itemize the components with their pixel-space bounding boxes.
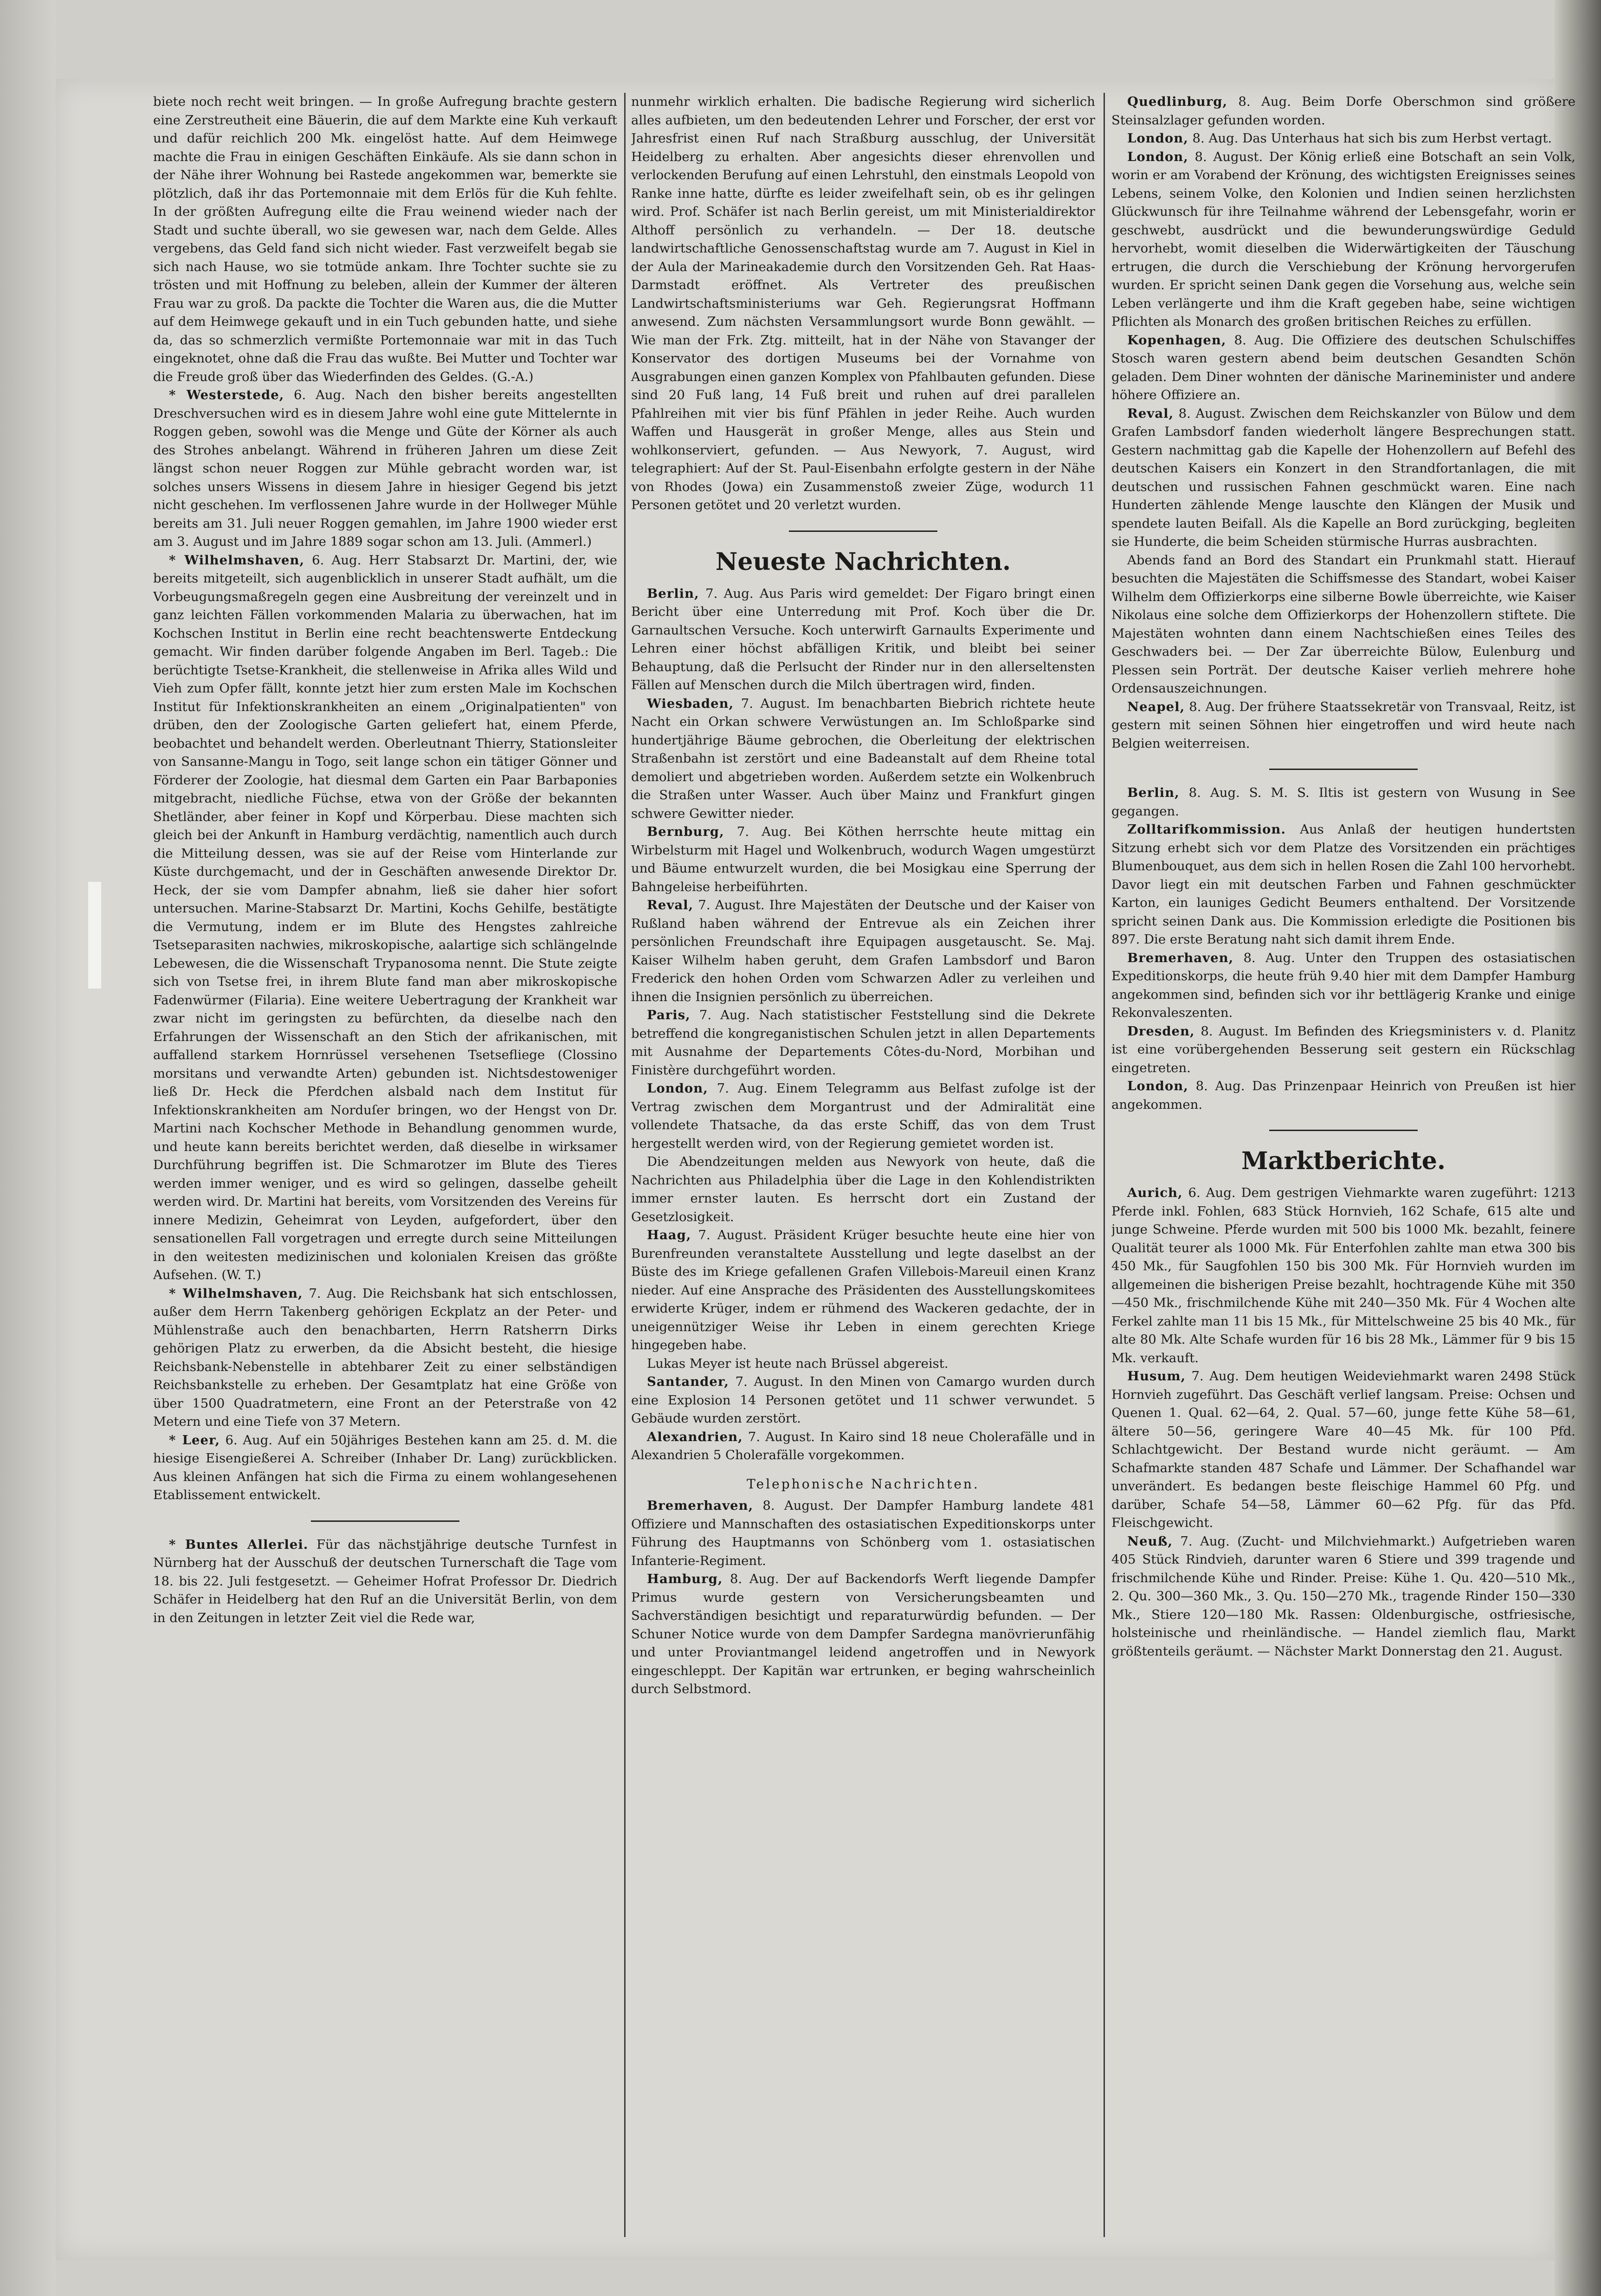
article-dateline: Berlin, (647, 586, 699, 601)
article-dateline: London, (1127, 1079, 1188, 1093)
article-dateline: * Leer, (169, 1432, 220, 1448)
article (1111, 148, 1575, 331)
article-text: 6. Aug. Auf ein 50jähriges Bestehen kann am 25. d. M. die hiesige Eisengießerei A. Schreiber (Inhaber Dr. Lang) zurückblicken. Aus kleinen Anfängen hat sich die Firma zu einem wohlangesehenen Etablissement entwickelt. (153, 1432, 617, 1502)
article (1111, 949, 1575, 1022)
article (1111, 821, 1575, 949)
article (1111, 1184, 1575, 1367)
article-dateline: Paris, (647, 1008, 691, 1022)
article (153, 1431, 617, 1505)
article (1111, 1022, 1575, 1078)
article (631, 1006, 1095, 1080)
article-text: 7. August. Präsident Krüger besuchte heute eine hier von Burenfreunden veranstaltete Ausstellung und legte daselbst an der Büste des im Kriege gefallenen Grafen Villebois-Mareuil einen Kranz nieder. Auf eine Ansprache des Präsidenten des Ausstellungskomitees erwiderte Krüger, indem er rühmend des Wackeren gedachte, der in uneigennütziger Weise ihr Leben in einem gerechten Kriege hingegeben habe. (631, 1228, 1095, 1352)
article-text: 7. Aug. Aus Paris wird gemeldet: Der Figaro bringt einen Bericht über eine Unterredung mit Prof. Koch über die Dr. Garnaultschen Versuche. Koch unterwirft Garnaults Experimente und Lehren einer höchst abfälligen Kritik, und bleibt bei seiner Behauptung, daß die Perlsucht der Rinder nur in den allerseltensten Fällen auf Menschen durch die Milch übertragen wird, finden. (631, 586, 1095, 692)
article-text: 7. Aug. Bei Köthen herrschte heute mittag ein Wirbelsturm mit Hagel und Wolkenbruch, wodurch Wagen umgestürzt und Bäume entwurzelt wurden, die bei Mosigkau eine Sperrung der Bahngeleise herbeiführten. (631, 824, 1095, 894)
article-dateline: Kopenhagen, (1127, 332, 1227, 348)
article-dateline: Alexandrien, (647, 1429, 743, 1444)
article (1111, 698, 1575, 753)
article-dateline: Reval, (647, 898, 694, 912)
article-text: 8. August. Zwischen dem Reichskanzler von Bülow und dem Grafen Lambsdorf fanden wiederholt längere Besprechungen statt. Gestern nachmittag gab die Kapelle der Hohenzollern auf Befehl des deutschen Kaisers ein Konzert in den Strandfortanlagen, die mit deutschen und russischen Fahnen geschmückt waren. Eine nach Hunderten zählende Menge lauschte den Klängen der Musik und spendete lauten Beifall. Als die Kapelle an Bord zurückging, begleiten sie Hunderte, die beim Scheiden stürmische Hurras ausbrachten. (1111, 406, 1575, 549)
article-dateline: London, (647, 1081, 708, 1096)
article-text: 8. August. Der Dampfer Hamburg landete 481 Offiziere und Mannschaften des ostasiatischen Expeditionskorps unter Führung des Hauptmanns von Schönberg vom 1. ostasiatischen Infanterie-Regiment. (631, 1498, 1095, 1568)
article (1111, 405, 1575, 551)
article-dateline: Santander, (647, 1374, 729, 1389)
article-text: 8. Aug. Beim Dorfe Oberschmon sind größere Steinsalzlager gefunden worden. (1111, 94, 1575, 128)
column-rule-1 (624, 93, 626, 2237)
article-text: 6. Aug. Nach den bisher bereits angestellten Dreschversuchen wird es in diesem Jahre wohl eine gute Mittelernte in Roggen geben, sowohl was die Menge und Güte der Körner als auch des Strohes anbelangt. Während in früheren Jahren um diese Zeit längst schon neuer Roggen zur Mühle gebracht worden war, ist solches unsers Wissens in diesem Jahre in hiesiger Gegend bis jetzt nicht geschehen. Im verflossenen Jahre wurde in der Hollweger Mühle bereits am 31. Juli neuer Roggen gemahlen, im Jahre 1900 wieder erst am 3. August und im Jahre 1889 sogar schon am 13. Juli. (Ammerl.) (153, 388, 617, 549)
article-dateline: * Wilhelmshaven, (169, 1286, 303, 1301)
article-text: 6. Aug. Dem gestrigen Viehmarkte waren zugeführt: 1213 Pferde inkl. Fohlen, 683 Stück Hornvieh, 162 Schafe, 615 alte und junge Schweine. Pferde wurden mit 500 bis 1000 Mk. bezahlt, feinere Qualität teurer als 1000 Mk. Für Enterfohlen zahlte man etwa 300 bis 450 Mk., für Saugfohlen 150 bis 300 Mk. Für Hornvieh wurden im allgemeinen die bisherigen Preise bezahlt, hochtragende Kühe mit 350—450 Mk., frischmilchende Kühe mit 240—350 Mk. Für 4 Wochen alte Ferkel zahlte man 11 bis 15 Mk., für Mittelschweine 25 bis 40 Mk., für alte 80 Mk. Alte Schafe wurden für 16 bis 28 Mk., Lämmer für 9 bis 15 Mk. verkauft. (1111, 1185, 1575, 1365)
article-text: nunmehr wirklich erhalten. Die badische Regierung wird sicherlich alles aufbieten, um den bedeutenden Lehrer und Forscher, der erst vor Jahresfrist einen Ruf nach Straßburg ausschlug, der Universität Heidelberg zu erhalten. Aber angesichts dieser ehrenvollen und verlockenden Berufung auf einen Lehrstuhl, den einstmals Leopold von Ranke inne hatte, dürfte es leider zweifelhaft sein, ob es ihr gelingen wird. Prof. Schäfer ist nach Berlin gereist, um mit Ministerialdirektor Althoff persönlich zu verhandeln. — Der 18. deutsche landwirtschaftliche Genossenschaftstag wurde am 7. August in Kiel in der Aula der Marineakademie durch den Vorsitzenden Geh. Rat Haas-Darmstadt eröffnet. Als Vertreter des preußischen Landwirtschaftsministeriums war Geh. Regierungsrat Hoffmann anwesend. Zum nächsten Versammlungsort wurde Bonn gewählt. — Wie man der Frk. Ztg. mitteilt, hat in der Nähe von Stavanger der Konservator des dortigen Museums bei der Vornahme von Ausgrabungen einen ganzen Komplex von Pfahlbauten gefunden. Diese sind 20 Fuß lang, 14 Fuß breit und ruhen auf drei parallelen Pfahlreihen mit vier bis fünf Pfählen in jeder Reihe. Auch wurden Waffen und Hausgerät in großer Menge, alles aus Stein und wohlkonserviert, gefunden. — Aus Newyork, 7. August, wird telegraphiert: Auf der St. Paul-Eisenbahn erfolgte gestern in der Nähe von Rhodes (Jowa) ein Zusammenstoß zweier Züge, wodurch 11 Personen getötet und 20 verletzt wurden. (631, 94, 1095, 512)
article (1111, 331, 1575, 405)
article-text: 8. Aug. Der frühere Staatssekretär von Transvaal, Reitz, ist gestern mit seinen Söhnen hier eingetroffen und wird heute nach Belgien weiterreisen. (1111, 699, 1575, 751)
article-dateline: Bernburg, (647, 824, 724, 839)
article (153, 1285, 617, 1431)
article-text: 8. Aug. Die Offiziere des deutschen Schulschiffes Stosch waren gestern abend beim deutschen Gesandten Schön geladen. Dem Diner wohnten der dänische Marineminister und andere höhere Offiziere an. (1111, 332, 1575, 402)
article-dateline: Bremerhaven, (1127, 950, 1234, 965)
article-dateline: Haag, (647, 1228, 691, 1242)
section-heading-neueste-nachrichten: Neueste Nachrichten. (715, 547, 1011, 576)
article-text: 7. Aug. Die Reichsbank hat sich entschlossen, außer dem Herrn Takenberg gehörigen Eckplatz an der Peter- und Mühlenstraße auch den benachbarten, Herrn Ratsherrn Dirks gehörigen Platz zu erwerben, da die Absicht besteht, die hiesige Reichsbank-Nebenstelle in abtehbarer Zeit zu einer selbständigen Reichsbankstelle zu erheben. Der Gesamtplatz hat eine Größe von über 1500 Quadratmetern, eine Front an der Peterstraße von 42 Metern und eine Tiefe von 37 Metern. (153, 1286, 617, 1429)
article (631, 1080, 1095, 1153)
article-dateline: Neapel, (1127, 699, 1185, 714)
article-text: Lukas Meyer ist heute nach Brüssel abgereist. (647, 1356, 949, 1371)
article-text: 7. Aug. (Zucht- und Milchviehmarkt.) Aufgetrieben waren 405 Stück Rindvieh, darunter waren 6 Stiere und 399 tragende und frischmilchende Kühe und Rinder. Preise: Kühe 1. Qu. 420—510 Mk., 2. Qu. 300—360 Mk., 3. Qu. 150—270 Mk., tragende Rinder 150—330 Mk., Stiere 120—180 Mk. Rassen: Oldenburgische, ostfriesische, holsteinische und rheinländische. — Handel ziemlich flau, Markt größtenteils geräumt. — Nächster Markt Donnerstag den 21. August. (1111, 1533, 1575, 1659)
article-dateline: Zolltarifkommission. (1127, 822, 1286, 837)
article (631, 896, 1095, 1006)
article (1111, 1533, 1575, 1661)
article-dateline: Bremerhaven, (647, 1498, 754, 1513)
article-text: 7. Aug. Einem Telegramm aus Belfast zufolge ist der Vertrag zwischen dem Morgantrust und der Admiralität eine vollendete Thatsache, da das erste Schiff, das von dem Trust hergestellt werden wird, von der Regierung gemietet worden ist. (631, 1081, 1095, 1151)
article-text: 8. Aug. Unter den Truppen des ostasiatischen Expeditionskorps, die heute früh 9.40 hier mit dem Dampfer Hamburg angekommen sind, befinden sich vor ihr bettlägerig Kranke und einige Rekonvaleszenten. (1111, 950, 1575, 1020)
article-text: 8. Aug. S. M. S. Iltis ist gestern von Wusung in See gegangen. (1111, 785, 1575, 819)
section-separator (1269, 769, 1418, 770)
article-dateline: Quedlinburg, (1127, 94, 1228, 109)
article (631, 585, 1095, 695)
section-separator (1269, 1130, 1418, 1131)
page-left-edge (0, 0, 56, 2296)
article-text: biete noch recht weit bringen. — In große Aufregung brachte gestern eine Zerstreutheit eine Bäuerin, die auf dem Markte eine Kuh verkauft und dafür reichlich 200 Mk. eingelöst hatte. Auf dem Heimwege machte die Frau in einigen Geschäften Einkäufe. Als sie dann schon in der Nähe ihrer Wohnung bei Rastede angekommen war, bemerkte sie plötzlich, daß ihr das Portemonnaie mit dem Erlös für die Kuh fehlte. In der größten Aufregung eilte die Frau weinend wieder nach der Stadt und suchte überall, wo sie gewesen war, nach dem Gelde. Alles vergebens, das Geld fand sich nicht wieder. Fast verzweifelt begab sie sich nach Hause, wo sie totmüde ankam. Ihre Tochter suchte sie zu trösten und mit Hoffnung zu beleben, allein der Kummer der älteren Frau war zu groß. Da packte die Tochter die Waren aus, die die Mutter auf dem Heimwege gekauft und in ein Tuch gebunden hatte, und siehe da, das so schmerzlich vermißte Portemonnaie war mit in das Tuch eingeknotet, ohne daß die Frau das wußte. Bei Mutter und Tochter war die Freude groß über das Wiederfinden des Geldes. (G.-A.) (153, 94, 617, 384)
article (631, 1428, 1095, 1465)
article (631, 823, 1095, 896)
article-text: 6. Aug. Herr Stabsarzt Dr. Martini, der, wie bereits mitgeteilt, sich augenblicklich in unserer Stadt aufhält, um die Vorbeugungsmaßregeln gegen eine Ausbreitung der vereinzelt und in ganz leichten Fällen vorkommenden Malaria zu überwachen, hat im Kochschen Institut in Berlin eine recht beachtenswerte Entdeckung gemacht. Wir finden darüber folgende Angaben im Berl. Tageb.: Die berüchtigte Tsetse-Krankheit, die stellenweise in Afrika alles Wild und Vieh zum Opfer fällt, konnte jetzt hier zum ersten Male im Kochschen Institut für Infektionskrankheiten an einem „Originalpatienten" von drüben, den der Zoologische Garten geliefert hat, einem Pferde, beobachtet und behandelt werden. Oberleutnant Thierry, Stationsleiter von Sansanne-Mangu in Togo, seit lange schon ein tätiger Gönner und Förderer der Zoologie, hat diesmal dem Garten ein Paar Barbaponies mitgebracht, niedliche Füchse, etwa von der Größe der bekannten Shetländer, aber feiner in Kopf und Körperbau. Diese machten sich gleich bei der Ankunft in Hamburg verdächtig, namentlich auch durch die Mitteilung dessen, was sie auf der Reise vom Hinterlande zur Küste durchgemacht, und der in Geschäften anwesende Direktor Dr. Heck, der sie vom Dampfer abnahm, ließ sie daher hier sofort untersuchen. Marine-Stabsarzt Dr. Martini, Kochs Gehilfe, bestätigte die Vermutung, indem er im Blute des Hengstes zahlreiche Tsetseparasiten nachwies, mikroskopische, aalartige sich schlängelnde Lebewesen, die die Wissenschaft Trypanosoma nennt. Die Stute zeigte sich von Tsetse frei, in ihrem Blute fand man aber mikroskopische Fadenwürmer (Filaria). Eine weitere Uebertragung der Krankheit war zwar nicht im geringsten zu befürchten, da dieselbe nach den Erfahrungen der Wissenschaft an den Stich der afrikanischen, mit auffallend starkem Hornrüssel versehenen Tsetsefliege (Clossino morsitans und verwandte Arten) gebunden ist. Nichtsdestoweniger ließ Dr. Heck die Pferdchen alsbald nach dem Institut für Infektionskrankheiten am Norduſer bringen, wo der Hengst von Dr. Martini nach Kochscher Methode in Behandlung genommen wurde, und heute kann bereits berichtet werden, daß dieselbe in wirksamer Durchführung begriffen ist. Die Schmarotzer im Blute des Tieres werden immer weniger, und es wird so gelingen, dasselbe geheilt werden wird. Dr. Martini hat bereits, vom Vorsitzenden des Vereins für innere Medizin, Geheimrat von Leyden, aufgefordert, über den sensationellen Fall vorgetragen und erregte durch seine Mitteilungen in den weitesten medizinischen und kolonialen Kreisen das größte Aufsehen. (W. T.) (153, 552, 617, 1282)
article-dateline: Dresden, (1127, 1023, 1195, 1039)
article-text: 8. Aug. Das Unterhaus hat sich bis zum Herbst vertagt. (1188, 131, 1552, 146)
article (1111, 129, 1575, 148)
article-dateline: Neuß, (1127, 1533, 1173, 1549)
article-text: Für das nächstjährige deutsche Turnfest in Nürnberg hat der Ausschuß der deutschen Turnerschaft die Tage vom 18. bis 22. Juli festgesetzt. — Geheimer Hofrat Professor Dr. Diedrich Schäfer in Heidelberg hat den Ruf an die Universität Berlin, von dem in den Zeitungen in letzter Zeit viel die Rede war, (153, 1537, 617, 1625)
article-text: 8. Aug. Der auf Backendorfs Werft liegende Dampfer Primus wurde gestern von Versicherungsbeamten und Sachverständigen besichtigt und reparaturwürdig befunden. — Der Schuner Notice wurde von dem Dampfer Sardegna manövrierunfähig und unter Proviantmangel leidend angetroffen und in Newyork eingeschleppt. Der Kapitän war ertrunken, er beging wahrscheinlich durch Selbstmord. (631, 1572, 1095, 1696)
column-2 (631, 93, 1095, 2237)
article (153, 551, 617, 1285)
section-separator (311, 1520, 459, 1522)
page-tab-mark (88, 882, 101, 989)
article (1111, 1367, 1575, 1533)
article-text: 7. Aug. Dem heutigen Weideviehmarkt waren 2498 Stück Hornvieh zugeführt. Das Geschäft verlief langsam. Preise: Ochsen und Quenen 1. Qual. 62—64, 2. Qual. 57—60, junge fette Kühe 58—61, ältere 50—56, geringere Ware 40—45 Mk. für 100 Pfd. Schlachtgewicht. Der Bestand wurde nicht geräumt. — Am Schafmarkte standen 487 Schafe und Lämmer. Der Schafhandel war unverändert. Es bedangen beste fleischige Hammel 60 Pfg. und darüber, Schafe 54—58, Lämmer 60—62 Pfg. für das Pfd. Fleischgewicht. (1111, 1369, 1575, 1530)
article (631, 1226, 1095, 1355)
article-text: 7. August. Im benachbarten Biebrich richtete heute Nacht ein Orkan schwere Verwüstungen an. Im Schloßparke sind hundertjährige Bäume gebrochen, die Oberleitung der elektrischen Straßenbahn ist zerstört und eine Badeanstalt auf dem Rheine total demoliert und abgetrieben worden. Außerdem setzte ein Wolkenbruch die Straßen unter Wasser. Auch über Mainz und Frankfurt gingen schwere Gewitter nieder. (631, 696, 1095, 821)
article-text: 8. August. Im Befinden des Kriegsministers v. d. Planitz ist eine vorübergehenden Besserung seit gestern ein Rückschlag eingetreten. (1111, 1023, 1575, 1075)
article-text: Die Abendzeitungen melden aus Newyork von heute, daß die Nachrichten aus Philadelphia über die Lage in den Kohlendistrikten immer ernster lauten. Es herrscht dort ein Zustand der Gesetzlosigkeit. (631, 1154, 1095, 1224)
article (1111, 93, 1575, 129)
article-text: 7. August. In Kairo sind 18 neue Cholerafälle und in Alexandrien 5 Cholerafälle vorgekommen. (631, 1429, 1095, 1462)
article (631, 1373, 1095, 1428)
article-text: Abends fand an Bord des Standart ein Prunkmahl statt. Hierauf besuchten die Majestäten die Schiffsmesse des Standart, wobei Kaiser Wilhelm dem Offizierkorps eine silberne Bowle überreichte, wie Kaiser Nikolaus eine solche dem Offizierkorps der Hohenzollern stiftete. Die Majestäten wohnten dann einem Nachtschießen eines Teiles des Geschwaders bei. — Der Zar überreichte Bülow, Eulenburg und Plessen sein Porträt. Der deutsche Kaiser verlieh mehrere hohe Ordensauszeichnungen. (1111, 552, 1575, 696)
article (153, 386, 617, 551)
article-text: 8. August. Der König erließ eine Botschaft an sein Volk, worin er am Vorabend der Krönung, des wichtigsten Ereignisses seines Lebens, seinem Volke, den Kolonien und Indien seinen herzlichsten Glückwunsch für ihre Teilnahme während der Lebensgefahr, worin er geschwebt, ausdrückt und die bewunderungswürdige Geduld hervorhebt, womit dieselben die Widerwärtigkeiten der Täuschung ertrugen, die durch die Verschiebung der Krönung hervorgerufen wurden. Er spricht seinen Dank gegen die Vorsehung aus, welche sein Leben verlängerte und ihm die Kraft gegeben habe, seine wichtigen Pflichten als Monarch des großen britischen Reiches zu erfüllen. (1111, 149, 1575, 329)
article-text: 7. Aug. Nach statistischer Feststellung sind die Dekrete betreffend die kongreganistischen Schulen jetzt in allen Departements mit Ausnahme der Departements Côtes-du-Nord, Morbihan und Finistère durchgeführt worden. (631, 1008, 1095, 1078)
article-text: 7. August. In den Minen von Camargo wurden durch eine Explosion 14 Personen getötet und 11 schwer verwundet. 5 Gebäude wurden zerstört. (631, 1374, 1095, 1426)
article-dateline: London, (1127, 131, 1188, 146)
article (631, 695, 1095, 823)
article-text: 8. Aug. Das Prinzenpaar Heinrich von Preußen ist hier angekommen. (1111, 1079, 1575, 1112)
section-heading-marktberichte: Marktberichte. (1241, 1147, 1446, 1175)
article-dateline: * Buntes Allerlei. (169, 1537, 309, 1552)
article-dateline: Wiesbaden, (647, 696, 734, 711)
article-dateline: London, (1127, 149, 1188, 164)
article (631, 1497, 1095, 1570)
article (631, 1570, 1095, 1699)
section-heading-telephonische-nachrichten: Telephonische Nachrichten. (747, 1476, 980, 1492)
section-separator (789, 530, 937, 532)
article (1111, 1077, 1575, 1114)
article (1111, 784, 1575, 821)
article (153, 1536, 617, 1628)
column-3 (1111, 93, 1575, 2237)
column-1 (153, 93, 617, 2237)
article-text: 7. August. Ihre Majestäten der Deutsche und der Kaiser von Rußland haben während der Entrevue als ein Zeichen ihrer persönlichen Freundschaft ihre Equipagen ausgetauscht. Se. Maj. Kaiser Wilhelm haben geruht, dem Grafen Lambsdorf und Baron Frederick den hohen Orden vom Schwarzen Adler zu verleihen und ihnen die Insignien persönlich zu überreichen. (631, 898, 1095, 1004)
article-dateline: * Westerstede, (169, 388, 284, 402)
article-dateline: Husum, (1127, 1369, 1186, 1384)
article-dateline: Hamburg, (647, 1572, 723, 1586)
article-dateline: * Wilhelmshaven, (169, 552, 305, 568)
article-dateline: Aurich, (1127, 1185, 1183, 1200)
column-rule-2 (1104, 93, 1105, 2237)
article-dateline: Berlin, (1127, 785, 1180, 800)
article-text: Aus Anlaß der heutigen hundertsten Sitzung erhebt sich vor dem Platze des Vorsitzenden ein prächtiges Blumenbouquet, aus dem sich in hellen Rosen die Zahl 100 hervorhebt. Davor liegt ein mit deutschen Farben und Fahnen geschmückter Karton, ein launiges Gedicht Beumers enthaltend. Der Vorsitzende spricht seinen Dank aus. Die Kommission erledigte die Positionen bis 897. Die erste Beratung naht sich damit ihrem Ende. (1111, 822, 1575, 947)
article-dateline: Reval, (1127, 406, 1174, 421)
